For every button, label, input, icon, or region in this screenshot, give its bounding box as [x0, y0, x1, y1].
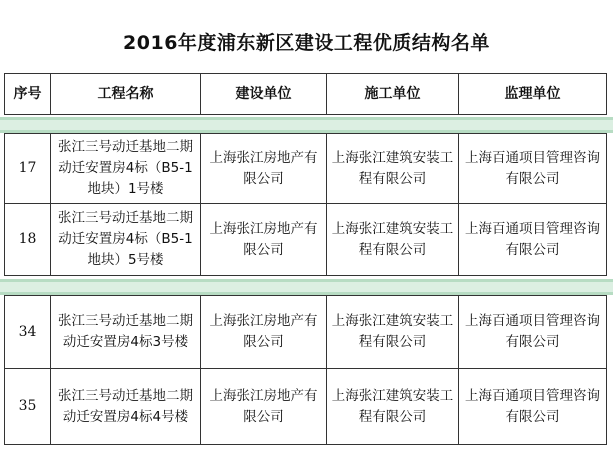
header-table [4, 73, 607, 115]
section-separator [0, 279, 613, 295]
header-builder: 建设单位 [201, 74, 327, 115]
table-row [5, 134, 607, 204]
page-title: 2016年度浦东新区建设工程优质结构名单 [123, 32, 490, 54]
row-supervisor: 上海百通项目管理咨询有限公司 [459, 296, 607, 369]
data-table-2 [4, 295, 607, 445]
header-project: 工程名称 [51, 74, 201, 115]
table-section-1 [4, 133, 607, 276]
row-contractor: 上海张江建筑安装工程有限公司 [327, 134, 459, 204]
row-contractor: 上海张江建筑安装工程有限公司 [327, 204, 459, 276]
row-seq: 34 [5, 296, 51, 369]
row-builder: 上海张江房地产有限公司 [201, 296, 327, 369]
row-project: 张江三号动迁基地二期动迁安置房4标3号楼 [51, 296, 201, 369]
row-supervisor: 上海百通项目管理咨询有限公司 [459, 134, 607, 204]
data-table-1 [4, 133, 607, 276]
row-seq: 35 [5, 369, 51, 445]
row-project: 张江三号动迁基地二期动迁安置房4标（B5-1地块）5号楼 [51, 204, 201, 276]
row-builder: 上海张江房地产有限公司 [201, 134, 327, 204]
table-section-2 [4, 295, 607, 445]
row-contractor: 上海张江建筑安装工程有限公司 [327, 296, 459, 369]
section-separator [0, 117, 613, 133]
table-row [5, 204, 607, 276]
header-seq: 序号 [5, 74, 51, 115]
row-contractor: 上海张江建筑安装工程有限公司 [327, 369, 459, 445]
row-supervisor: 上海百通项目管理咨询有限公司 [459, 369, 607, 445]
header-contractor: 施工单位 [327, 74, 459, 115]
header-supervisor: 监理单位 [459, 74, 607, 115]
row-builder: 上海张江房地产有限公司 [201, 204, 327, 276]
table-row [5, 369, 607, 445]
row-project: 张江三号动迁基地二期动迁安置房4标4号楼 [51, 369, 201, 445]
row-seq: 18 [5, 204, 51, 276]
row-project: 张江三号动迁基地二期动迁安置房4标（B5-1地块）1号楼 [51, 134, 201, 204]
row-builder: 上海张江房地产有限公司 [201, 369, 327, 445]
row-supervisor: 上海百通项目管理咨询有限公司 [459, 204, 607, 276]
header-row [5, 74, 607, 115]
table-row [5, 296, 607, 369]
table-header-section [4, 73, 607, 115]
row-seq: 17 [5, 134, 51, 204]
